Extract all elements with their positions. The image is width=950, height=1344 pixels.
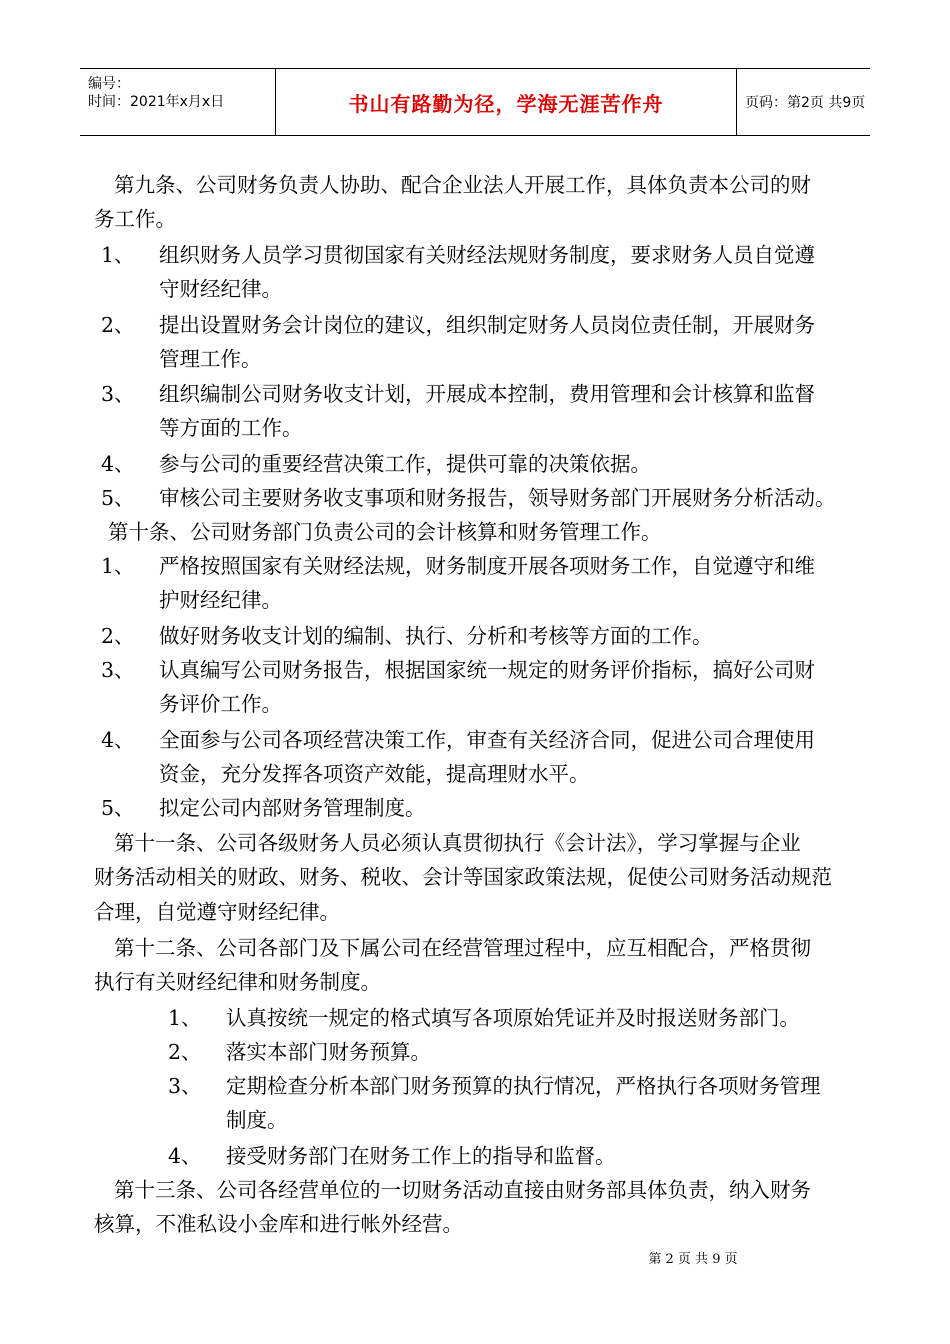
list-item-line: 制度。 [226, 1108, 288, 1132]
list-item-line: 落实本部门财务预算。 [226, 1040, 431, 1064]
list-item-line: 务评价工作。 [159, 692, 282, 716]
list-item-line: 严格按照国家有关财经法规，财务制度开展各项财务工作，自觉遵守和维 [159, 554, 815, 578]
list-item-line: 护财经纪律。 [159, 588, 282, 612]
list-item-line: 认真按统一规定的格式填写各项原始凭证并及时报送财务部门。 [226, 1006, 800, 1030]
header-page-number: 页码：第2页 共9页 [745, 95, 866, 111]
header-meta [80, 69, 275, 135]
list-item-line: 资金，充分发挥各项资产效能，提高理财水平。 [159, 762, 590, 786]
list-item-line: 管理工作。 [159, 347, 262, 371]
list-number: 5、 [101, 486, 135, 510]
list-number: 1、 [101, 243, 135, 267]
list-number: 3、 [168, 1074, 202, 1098]
list-number: 4、 [101, 452, 135, 476]
article-12-line-2: 执行有关财经纪律和财务制度。 [94, 970, 381, 994]
article-11-line-3: 合理，自觉遵守财经纪律。 [94, 900, 340, 924]
list-number: 2、 [168, 1040, 202, 1064]
article-9-line-1: 第九条、公司财务负责人协助、配合企业法人开展工作，具体负责本公司的财 [114, 173, 811, 197]
list-item-line: 组织财务人员学习贯彻国家有关财经法规财务制度，要求财务人员自觉遵 [159, 243, 815, 267]
article-13-line-1: 第十三条、公司各经营单位的一切财务活动直接由财务部具体负责，纳入财务 [114, 1178, 811, 1202]
article-13-line-2: 核算，不准私设小金库和进行帐外经营。 [94, 1212, 463, 1236]
article-11-line-2: 财务活动相关的财政、财务、税收、会计等国家政策法规，促使公司财务活动规范 [94, 865, 832, 889]
list-number: 2、 [101, 313, 135, 337]
list-item-line: 提出设置财务会计岗位的建议，组织制定财务人员岗位责任制，开展财务 [159, 313, 815, 337]
page-header [80, 68, 870, 136]
list-item-line: 等方面的工作。 [159, 416, 303, 440]
page-footer [0, 1248, 950, 1267]
footer-page-number: 第 2 页 共 9 页 [648, 1252, 738, 1267]
list-item-line: 认真编写公司财务报告，根据国家统一规定的财务评价指标，搞好公司财 [159, 658, 815, 682]
article-9-line-2: 务工作。 [94, 207, 176, 231]
list-item-line: 做好财务收支计划的编制、执行、分析和考核等方面的工作。 [159, 624, 713, 648]
list-item-line: 全面参与公司各项经营决策工作，审查有关经济合同，促进公司合理使用 [159, 728, 815, 752]
list-item-line: 参与公司的重要经营决策工作，提供可靠的决策依据。 [159, 452, 651, 476]
list-number: 3、 [101, 658, 135, 682]
list-number: 2、 [101, 624, 135, 648]
document-code: 编号： [88, 76, 130, 92]
list-number: 1、 [168, 1006, 202, 1030]
list-number: 4、 [101, 728, 135, 752]
list-number: 5、 [101, 796, 135, 820]
article-12-line-1: 第十二条、公司各部门及下属公司在经营管理过程中，应互相配合，严格贯彻 [114, 936, 811, 960]
document-time: 时间：2021年x月x日 [88, 94, 225, 110]
list-item-line: 组织编制公司财务收支计划，开展成本控制，费用管理和会计核算和监督 [159, 382, 815, 406]
header-motto: 书山有路勤为径，学海无涯苦作舟 [275, 69, 737, 135]
list-item-line: 接受财务部门在财务工作上的指导和监督。 [226, 1144, 616, 1168]
list-number: 4、 [168, 1144, 202, 1168]
list-item-line: 守财经纪律。 [159, 277, 282, 301]
list-number: 3、 [101, 382, 135, 406]
list-number: 1、 [101, 554, 135, 578]
list-item-line: 拟定公司内部财务管理制度。 [159, 796, 426, 820]
article-11-line-1: 第十一条、公司各级财务人员必须认真贯彻执行《会计法》，学习掌握与企业 [114, 831, 801, 855]
list-item-line: 审核公司主要财务收支事项和财务报告，领导财务部门开展财务分析活动。 [159, 486, 836, 510]
article-10-line-1: 第十条、公司财务部门负责公司的会计核算和财务管理工作。 [108, 520, 662, 544]
list-item-line: 定期检查分析本部门财务预算的执行情况，严格执行各项财务管理 [226, 1074, 821, 1098]
